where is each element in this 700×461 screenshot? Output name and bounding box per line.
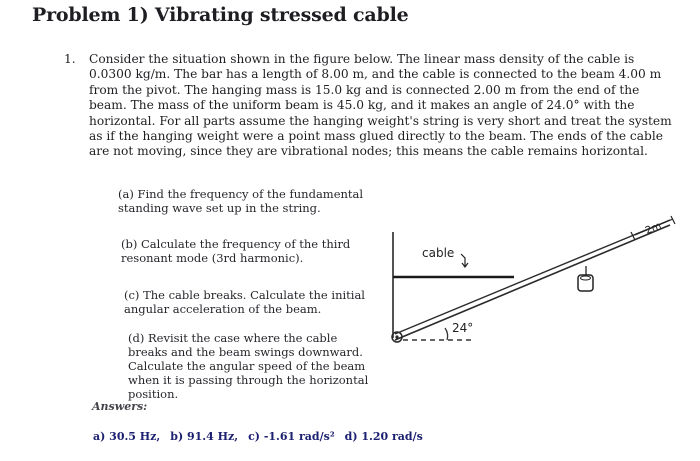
part-c-question: (c) The cable breaks. Calculate the initial angular acceleration of the beam. [124,288,365,316]
part-a-question: (a) Find the frequency of the fundamental standing wave set up in the string. [118,187,364,215]
answer-b: b) 91.4 Hz, [170,430,239,443]
answers-list [93,430,423,443]
beam-lower-edge [395,225,670,340]
cable-label: cable [422,246,455,260]
cable-arrow-icon [461,254,468,267]
answers-heading: Answers: [92,400,148,413]
part-d-question: (d) Revisit the case where the cable breaks and the beam swings downward. Calculate the angular speed of the beam when it is passing through the horizontal position. [128,331,369,401]
problem-text: Consider the situation shown in the figure below. The linear mass density of the cable is 0.0300 kg/m. The bar has a length of 8.00 m, and the cable is connected to the beam 4.00 m from the pivot. The hanging mass is 15.0 kg and is connected 2.00 m from the end of the beam. The mass of the uniform beam is 45.0 kg, and it makes an angle of 24.0° with the horizontal. For all parts assume the hanging weight's string is very short and treat the system as if the hanging weight were a point mass glued directly to the beam. The ends of the cable are not moving, since they are vibrational nodes; this means the cable remains horizontal. [89,52,672,159]
angle-label: 24° [452,321,474,335]
part-b-question: (b) Calculate the frequency of the third resonant mode (3rd harmonic). [121,237,351,265]
page-title: Problem 1) Vibrating stressed cable [32,4,409,26]
problem-number: 1. [64,52,76,66]
answer-a: a) 30.5 Hz, [93,430,161,443]
beam-cable-diagram [385,190,685,370]
answer-d: d) 1.20 rad/s [344,430,423,443]
answer-c: c) -1.61 rad/s² [248,430,335,443]
distance-label: 2m [643,220,663,237]
angle-arc [445,328,448,340]
